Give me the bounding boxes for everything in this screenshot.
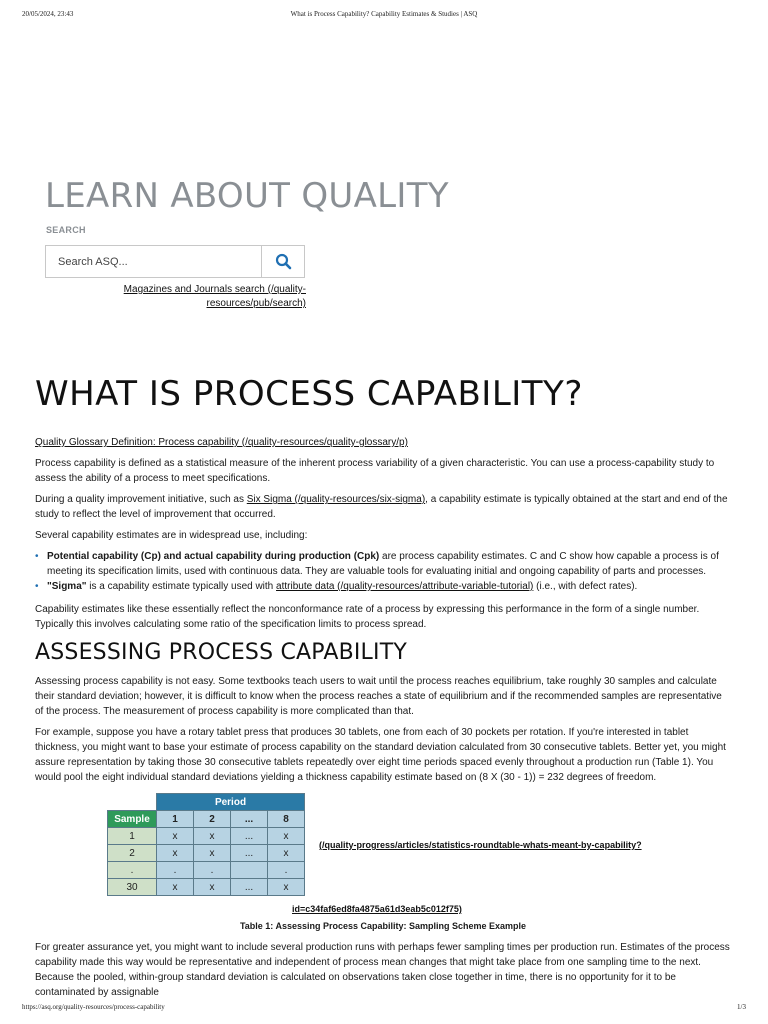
search-input[interactable] — [46, 246, 262, 277]
print-url: https://asq.org/quality-resources/process-capability — [22, 1003, 165, 1011]
estimates-list — [35, 549, 731, 594]
period-col: ... — [231, 811, 268, 828]
period-col: 8 — [268, 811, 305, 828]
table-cell: x — [268, 845, 305, 862]
magazines-search-link[interactable]: Magazines and Journals search (/quality-resources/pub/search) — [123, 284, 306, 309]
table-cell: x — [194, 879, 231, 896]
table-cell: . — [194, 862, 231, 879]
table-row — [108, 879, 305, 896]
row-label: 1 — [108, 828, 157, 845]
table-row — [108, 862, 305, 879]
paragraph-definition: Process capability is defined as a statistical measure of the inherent process variability of a given characteristic. You can use a process-capability study to assess the ability of a process to meet specifications. — [35, 458, 715, 484]
table-figure — [35, 793, 731, 919]
row-label: 2 — [108, 845, 157, 862]
paragraph-six-sigma: During a quality improvement initiative, such as Six Sigma (/quality-resources/six-sigma), a capability estimate is typically obtained at the start and end of the study to reflect the level of improvement that occurred. — [35, 494, 728, 520]
period-col: 1 — [157, 811, 194, 828]
row-label: . — [108, 862, 157, 879]
table-cell: x — [157, 845, 194, 862]
print-page-number: 1/3 — [737, 1003, 746, 1011]
table-cell — [231, 862, 268, 879]
sampling-table — [107, 793, 305, 896]
section-heading: ASSESSING PROCESS CAPABILITY — [35, 640, 407, 665]
table-cell: x — [194, 828, 231, 845]
table-cell: x — [157, 828, 194, 845]
list-item: • "Sigma" is a capability estimate typically used with attribute data (/quality-resources/attribute-variable-tutorial) (i.e., with defect rates). — [47, 579, 731, 594]
paragraph-estimates-intro: Several capability estimates are in widespread use, including: — [35, 530, 308, 541]
six-sigma-link[interactable]: Six Sigma (/quality-resources/six-sigma) — [246, 494, 426, 505]
table-cell: x — [194, 845, 231, 862]
table-cell: . — [157, 862, 194, 879]
table-cell: x — [268, 879, 305, 896]
page-title: WHAT IS PROCESS CAPABILITY? — [35, 374, 583, 414]
period-header: Period — [157, 794, 305, 811]
print-page-title: What is Process Capability? Capability Estimates & Studies | ASQ — [290, 10, 478, 18]
table-cell: x — [157, 879, 194, 896]
table-image-link[interactable]: (/quality-progress/articles/statistics-roundtable-whats-meant-by-capability? — [319, 840, 642, 850]
paragraph-example: For example, suppose you have a rotary tablet press that produces 30 tablets, one from each of 30 pockets per rotation. If you're interested in tablet thickness, you might want to base your estimate of process capability on the standard deviation calculated from 30 consecutive tablets. Better yet, you might assure representation by taking those 30 consecutive tablets repeatedly over eight time periods spaced evenly throughout a production run (Table 1). You would pool the eight individual standard deviations yielding a thickness capability estimate based on (8 X (30 - 1)) = 232 degrees of freedom. — [35, 727, 726, 783]
table-cell: ... — [231, 845, 268, 862]
paragraph-assessing: Assessing process capability is not easy. Some textbooks teach users to wait until the process reaches equilibrium, take roughly 30 samples and calculate their standard deviation; however, it is difficult to know when the process reaches a state of equilibrium and if the recommended samples are representative of the process. The measurement of process capability is more complicated than that. — [35, 676, 722, 717]
search-icon — [275, 253, 292, 270]
attribute-data-link[interactable]: attribute data (/quality-resources/attribute-variable-tutorial) — [276, 581, 534, 592]
row-label: 30 — [108, 879, 157, 896]
paragraph-assurance: For greater assurance yet, you might want to include several production runs with perhaps fewer sampling times per production run. Estimates of the process capability made this way would be representative and independent of process mean changes that might take place from one sampling time to the next. Because the pooled, within-group standard deviation is calculated on observations taken close together in time, there is no opportunity for it to be contaminated by assignable — [35, 942, 730, 998]
list-item: • Potential capability (Cp) and actual capability during production (Cpk) are process capability estimates. C and C show how capable a process is of meeting its specification limits, used with continuous data. They are valuable tools for evaluating initial and ongoing capability of parts and processes. — [47, 549, 731, 579]
article-body — [35, 435, 731, 1006]
glossary-link[interactable]: Quality Glossary Definition: Process capability (/quality-resources/quality-glossary/p) — [35, 437, 408, 448]
table-cell: ... — [231, 879, 268, 896]
table-cell: . — [268, 862, 305, 879]
search-button[interactable] — [262, 246, 304, 277]
table-image-link-cont[interactable]: id=c34faf6ed8fa4875a61d3eab5c012f75) — [292, 904, 462, 914]
search-box — [45, 245, 305, 278]
sample-header: Sample — [108, 811, 157, 828]
table-cell: ... — [231, 828, 268, 845]
table-row — [108, 828, 305, 845]
paragraph-nonconformance: Capability estimates like these essentially reflect the nonconformance rate of a process by expressing this performance in the form of a single number. Typically this involves calculating some ratio of the specification limits to process spread. — [35, 604, 700, 630]
search-label: SEARCH — [46, 225, 86, 235]
print-datetime: 20/05/2024, 23:43 — [22, 10, 74, 18]
table-row — [108, 845, 305, 862]
learn-about-quality-title: LEARN ABOUT QUALITY — [45, 176, 449, 216]
period-col: 2 — [194, 811, 231, 828]
table-caption: Table 1: Assessing Process Capability: Sampling Scheme Example — [239, 921, 527, 931]
table-cell: x — [268, 828, 305, 845]
